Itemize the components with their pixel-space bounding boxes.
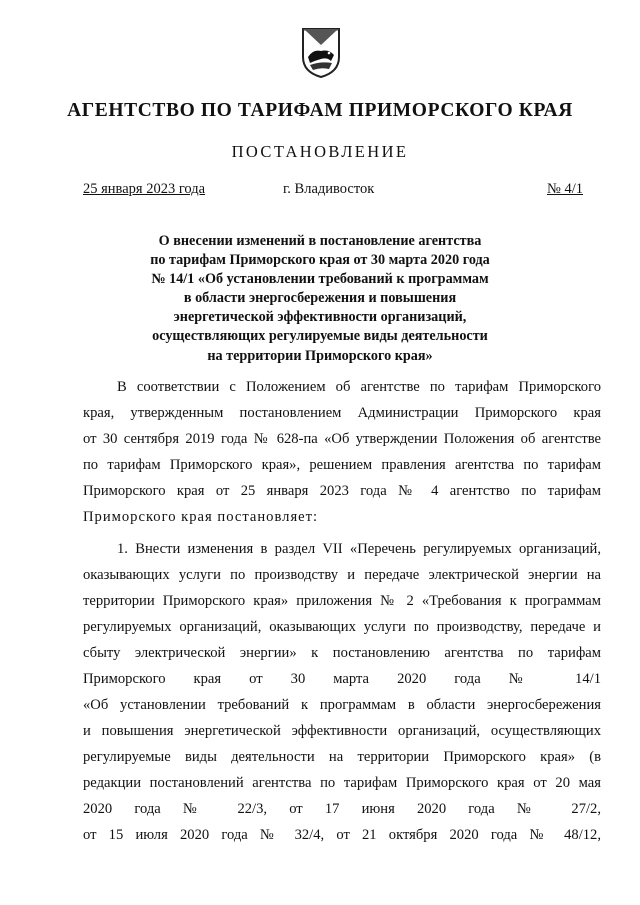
clause-1-paragraph bbox=[83, 536, 601, 848]
subject-line: осуществляющих регулируемые виды деятельности bbox=[152, 328, 488, 345]
document-date: 25 января 2023 года bbox=[83, 181, 206, 197]
preamble-paragraph bbox=[83, 374, 601, 530]
body-line: оказывающих услуги по производству и передаче электрической энергии на bbox=[83, 567, 601, 583]
agency-name: АГЕНТСТВО ПО ТАРИФАМ ПРИМОРСКОГО КРАЯ bbox=[67, 100, 573, 121]
body-line: сбыту электрической энергии» к постановлению агентства по тарифам bbox=[83, 645, 601, 661]
document-subject bbox=[0, 232, 640, 366]
body-line: по тарифам Приморского края», решением правления агентства по тарифам bbox=[83, 457, 601, 473]
subject-line: энергетической эффективности организаций, bbox=[173, 309, 467, 326]
body-line: края, утвержденным постановлением Администрации Приморского края bbox=[83, 405, 601, 421]
subject-line: в области энергосбережения и повышения bbox=[183, 290, 457, 307]
subject-line: О внесении изменений в постановление агентства bbox=[158, 233, 482, 249]
body-line: 1. Внести изменения в раздел VII «Перечень регулируемых организаций, bbox=[117, 541, 601, 557]
subject-line: № 14/1 «Об установлении требований к программам bbox=[151, 271, 489, 288]
document-city: г. Владивосток bbox=[283, 181, 375, 197]
body-line: «Об установлении требований к программам в области энергосбережения bbox=[83, 697, 601, 713]
body-line: регулируемые виды деятельности на территории Приморского края» (в bbox=[83, 749, 601, 765]
body-line: территории Приморского края» приложения № 2 «Требования к программам bbox=[83, 593, 601, 609]
document-type: ПОСТАНОВЛЕНИЕ bbox=[231, 142, 409, 161]
subject-line: по тарифам Приморского края от 30 марта 2020 года bbox=[150, 252, 490, 269]
body-line: Приморского края от 30 марта 2020 года № 14/1 bbox=[83, 671, 601, 687]
body-line: редакции постановлений агентства по тарифам Приморского края от 20 мая bbox=[83, 775, 601, 791]
body-line: и повышения энергетической эффективности организаций, осуществляющих bbox=[83, 723, 601, 739]
body-line: регулируемых организаций, оказывающих услуги по производству, передаче и bbox=[83, 619, 601, 635]
coat-of-arms-emblem bbox=[301, 27, 341, 79]
body-line: от 15 июля 2020 года № 32/4, от 21 октября 2020 года № 48/12, bbox=[83, 827, 601, 843]
document-number: № 4/1 bbox=[547, 181, 583, 197]
body-line: 2020 года № 22/3, от 17 июня 2020 года № 27/2, bbox=[83, 801, 601, 817]
body-line: Приморского края постановляет: bbox=[83, 509, 319, 525]
body-line: от 30 сентября 2019 года № 628-па «Об утверждении Положения об агентстве bbox=[83, 431, 601, 447]
body-line: В соответствии с Положением об агентстве по тарифам Приморского bbox=[117, 379, 601, 395]
subject-line: на территории Приморского края» bbox=[207, 347, 433, 364]
body-line: Приморского края от 25 января 2023 года № 4 агентство по тарифам bbox=[83, 483, 601, 499]
